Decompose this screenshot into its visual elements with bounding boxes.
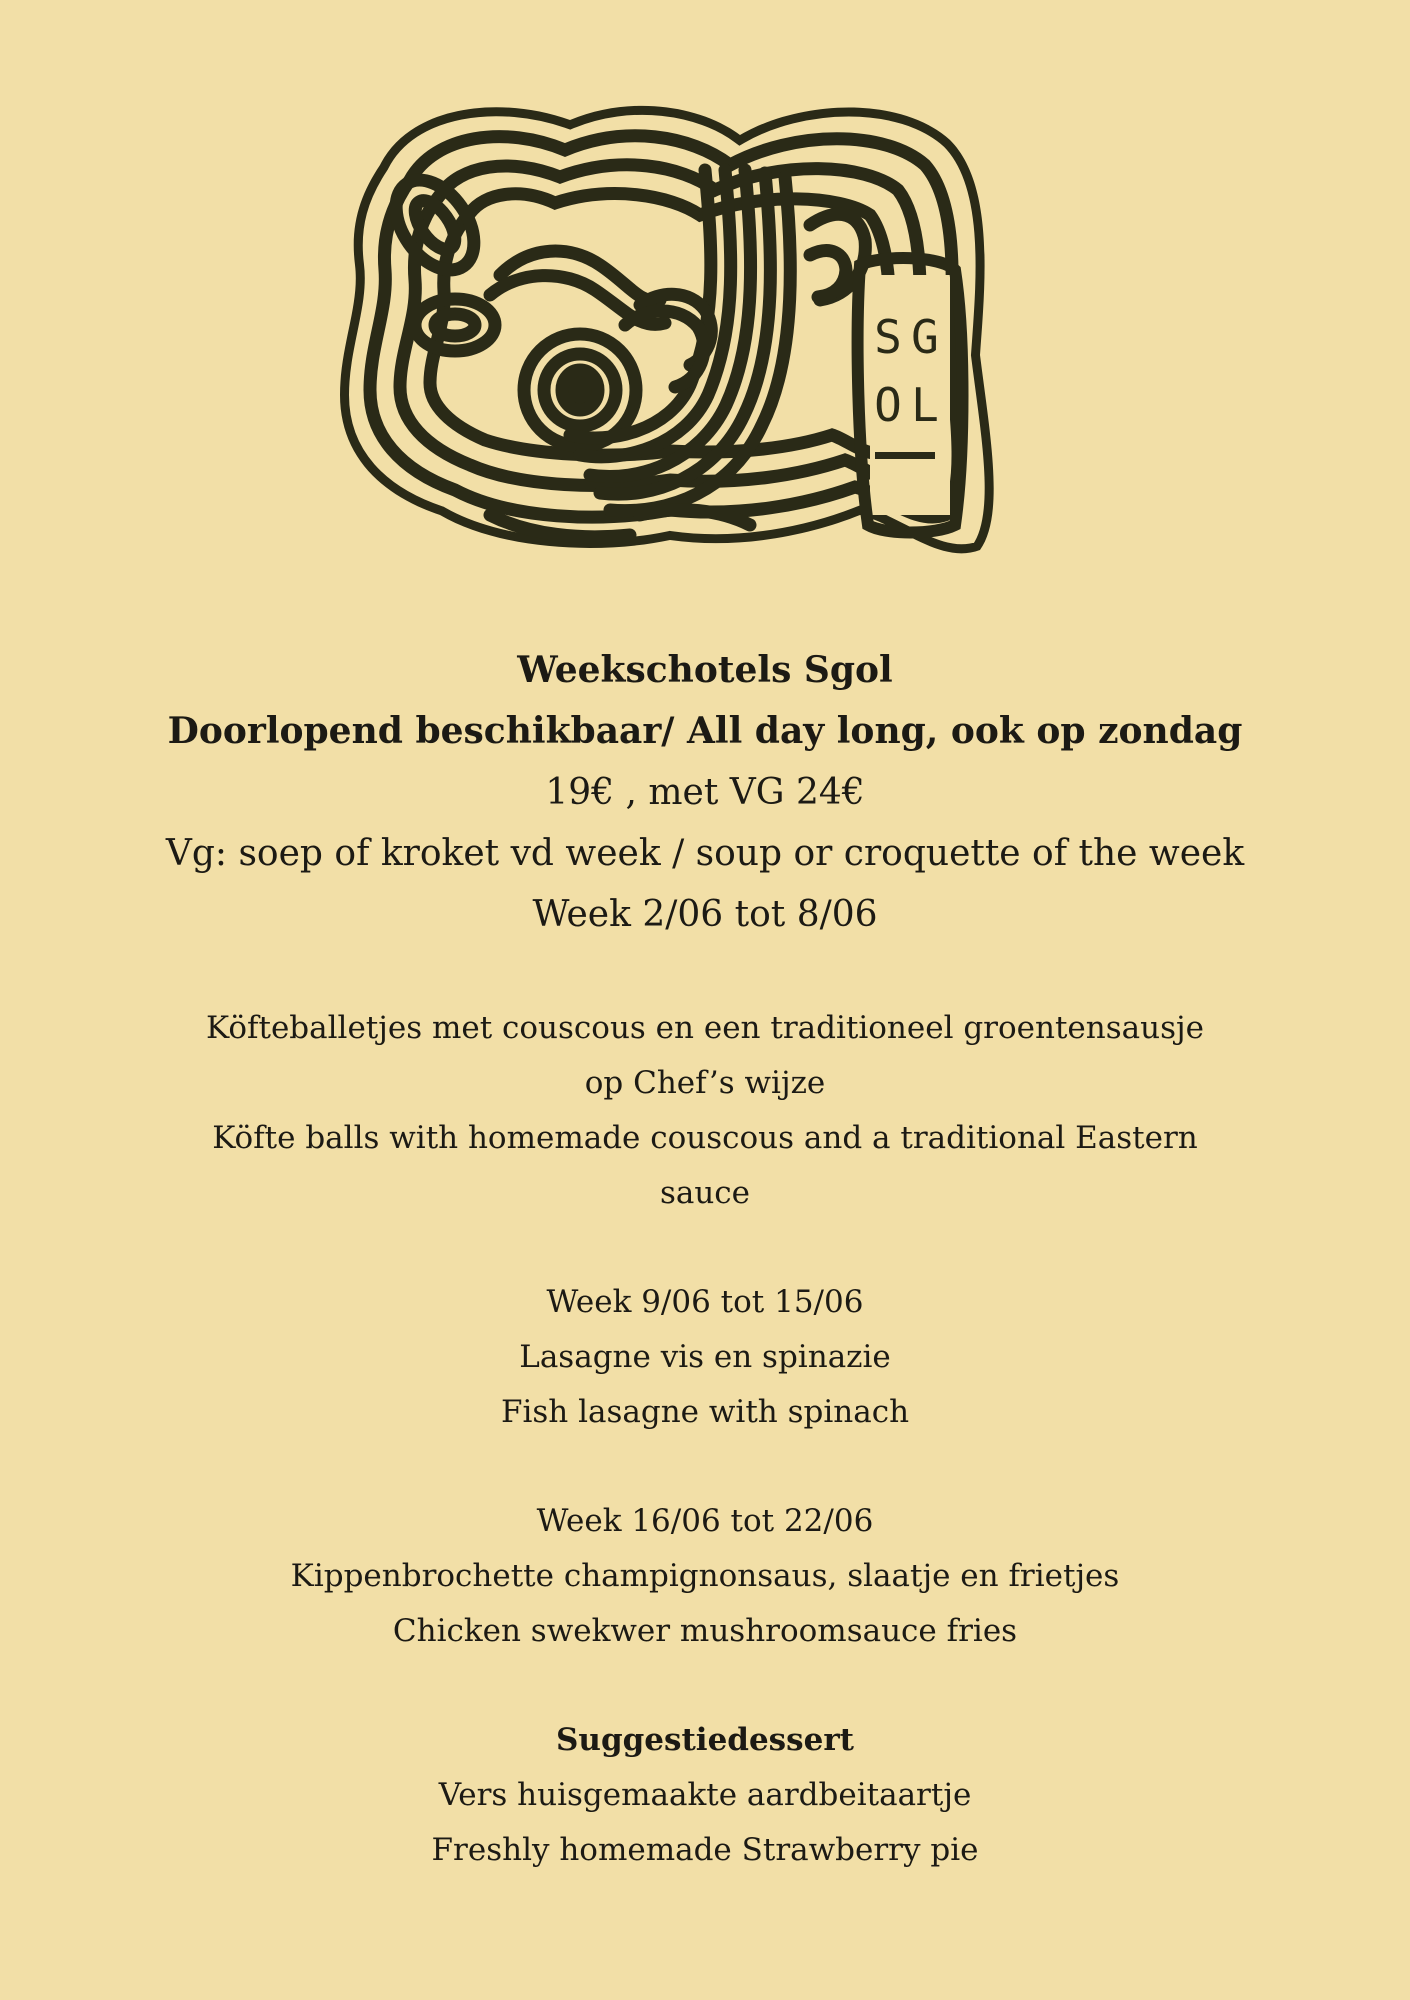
logo-letter-s: S bbox=[874, 310, 902, 364]
vg-note: Vg: soep of kroket vd week / soup or croquette of the week bbox=[165, 833, 1245, 874]
dish-en: Fish lasagne with spinach bbox=[500, 1394, 910, 1430]
dish-week-3 bbox=[0, 1494, 1410, 1659]
spacer bbox=[0, 1440, 1410, 1494]
dish-week-1 bbox=[0, 1001, 1410, 1221]
dish-en-line-1: Köfte balls with homemade couscous and a traditional Eastern bbox=[212, 1120, 1198, 1156]
weekly-menu bbox=[0, 640, 1410, 1878]
logo-letter-g: G bbox=[911, 310, 939, 364]
dish-en: Chicken swekwer mushroomsauce fries bbox=[392, 1613, 1018, 1649]
dish-en-line-2: sauce bbox=[659, 1175, 751, 1211]
menu-title: Weekschotels Sgol bbox=[517, 649, 893, 691]
logo-letter-l: L bbox=[911, 378, 939, 432]
week-1-label: Week 2/06 tot 8/06 bbox=[532, 894, 878, 935]
spacer bbox=[0, 1221, 1410, 1275]
dish-week-2 bbox=[0, 1275, 1410, 1440]
week-3-label: Week 16/06 tot 22/06 bbox=[536, 1503, 874, 1539]
sgol-swirl-logo-icon bbox=[340, 95, 1010, 560]
dish-nl: Kippenbrochette champignonsaus, slaatje en frietjes bbox=[290, 1558, 1120, 1594]
logo-letter-o: O bbox=[874, 378, 902, 432]
week-2-label: Week 9/06 tot 15/06 bbox=[546, 1284, 864, 1320]
dish-nl-line-1: Köfteballetjes met couscous en een traditioneel groentensausje bbox=[206, 1010, 1204, 1046]
dessert-nl: Vers huisgemaakte aardbeitaartje bbox=[438, 1777, 972, 1813]
price-line: 19€ , met VG 24€ bbox=[545, 772, 865, 813]
dessert-en: Freshly homemade Strawberry pie bbox=[431, 1832, 979, 1868]
sgol-logo bbox=[340, 95, 1010, 560]
spacer bbox=[0, 1659, 1410, 1713]
spacer bbox=[0, 945, 1410, 1001]
dessert-title: Suggestiedessert bbox=[556, 1722, 854, 1758]
dessert-section bbox=[0, 1713, 1410, 1878]
dish-nl: Lasagne vis en spinazie bbox=[519, 1339, 891, 1375]
availability-note: Doorlopend beschikbaar/ All day long, ook op zondag bbox=[167, 710, 1243, 752]
dish-nl-line-2: op Chef’s wijze bbox=[584, 1065, 826, 1101]
